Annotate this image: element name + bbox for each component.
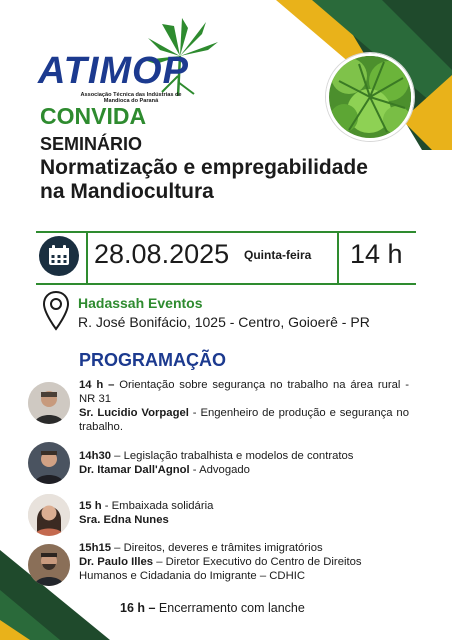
- program-item-speaker: Dr. Itamar Dall'Agnol: [79, 464, 190, 476]
- program-item: [79, 378, 409, 434]
- program-item: [79, 541, 379, 583]
- program-item-role: - Advogado: [189, 464, 250, 476]
- program-item: [79, 449, 409, 477]
- program-heading: PROGRAMAÇÃO: [79, 350, 226, 370]
- program-item-topic: - Embaixada solidária: [101, 500, 214, 512]
- avatar: [28, 442, 70, 484]
- program-item-role: – Diretor Executivo do Centro de Direitos Humanos e Cidadania do Imigrante – CDHIC: [79, 556, 362, 582]
- program-item-speaker: Sr. Lucidio Vorpagel: [79, 407, 189, 419]
- date-bar-divider: [337, 231, 339, 285]
- cassava-field-photo: [326, 53, 414, 141]
- program-item-speaker: Sra. Edna Nunes: [79, 514, 169, 526]
- program-item-time: 14h30: [79, 450, 112, 462]
- program-item: [79, 499, 409, 527]
- location-pin-icon: [42, 290, 70, 332]
- date-bar-divider: [86, 231, 88, 285]
- avatar: [28, 544, 70, 586]
- event-date: 28.08.2025: [94, 239, 230, 269]
- program-item-time: 15h15: [79, 542, 112, 554]
- event-title: [40, 156, 400, 204]
- closing-text: Encerramento com lanche: [155, 601, 305, 615]
- program-item-role: - Engenheiro de produção e segurança no trabalho.: [79, 407, 410, 433]
- program-item-topic: – Legislação trabalhista e modelos de contratos: [111, 450, 354, 462]
- program-item-topic: – Direitos, deveres e trâmites imigratórios: [111, 542, 323, 554]
- logo-wordmark: ATIMOP: [38, 50, 189, 92]
- event-time: 14 h: [350, 239, 403, 269]
- invite-heading: CONVIDA: [40, 103, 147, 129]
- event-type: SEMINÁRIO: [40, 134, 143, 154]
- program-item-topic: Orientação sobre segurança no trabalho na área rural - NR 31: [79, 379, 410, 405]
- program-item-speaker: Dr. Paulo Illes: [79, 556, 154, 568]
- event-title-line2: na Mandiocultura: [40, 180, 214, 203]
- venue-name: Hadassah Eventos: [78, 295, 203, 311]
- atimop-logo: [32, 16, 220, 104]
- event-title-line1: Normatização e empregabilidade: [40, 156, 368, 179]
- program-item-time: 14 h –: [79, 379, 115, 391]
- logo-subtitle: Associação Técnica das Indústrias de Mandioca do Paraná: [80, 92, 182, 104]
- venue-address: R. José Bonifácio, 1025 - Centro, Goioerê - PR: [78, 314, 370, 330]
- calendar-icon: [39, 236, 79, 276]
- avatar: [28, 382, 70, 424]
- avatar: [28, 494, 70, 536]
- closing-line: [120, 601, 305, 615]
- program-item-time: 15 h: [79, 500, 102, 512]
- event-weekday: Quinta-feira: [244, 248, 312, 262]
- closing-time: 16 h –: [120, 601, 156, 615]
